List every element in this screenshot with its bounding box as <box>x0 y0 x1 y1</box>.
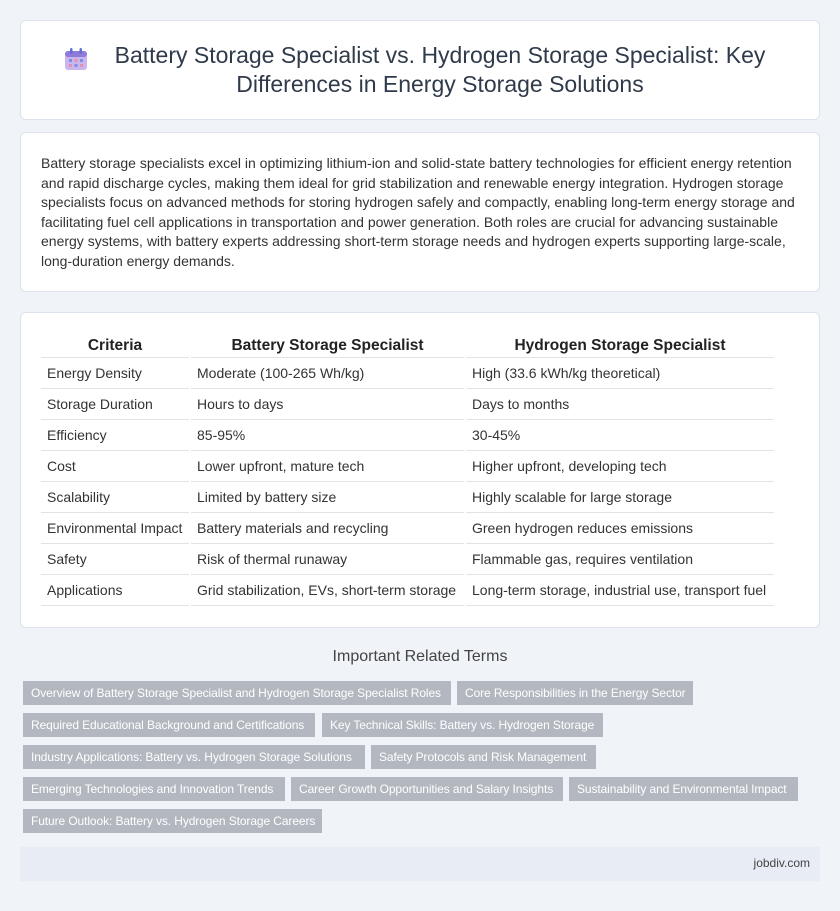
related-term-tag[interactable]: Overview of Battery Storage Specialist and Hydrogen Storage Specialist Roles <box>23 681 451 705</box>
criteria-cell: Applications <box>41 575 190 606</box>
footer-site-link[interactable]: jobdiv.com <box>753 856 810 870</box>
battery-cell: Moderate (100-265 Wh/kg) <box>190 358 465 389</box>
table-row <box>41 451 774 482</box>
related-term-tag[interactable]: Career Growth Opportunities and Salary Insights <box>291 777 563 801</box>
related-terms-heading: Important Related Terms <box>332 648 508 665</box>
related-term-tag[interactable]: Safety Protocols and Risk Management <box>371 745 596 769</box>
table-row <box>41 513 774 544</box>
hydrogen-cell: Highly scalable for large storage <box>465 482 774 513</box>
comparison-table <box>41 335 774 606</box>
column-header: Hydrogen Storage Specialist <box>465 335 774 358</box>
hydrogen-cell: 30-45% <box>465 420 774 451</box>
battery-cell: Limited by battery size <box>190 482 465 513</box>
intro-paragraph: Battery storage specialists excel in optimizing lithium-ion and solid-state battery technologies for efficient energy retention and rapid discharge cycles, making them ideal for grid stabilization and renewable energy integration. Hydrogen storage specialists focus on advanced methods for storing hydrogen safely and compactly, enabling long-term energy storage and facilitating fuel cell applications in transportation and power generation. Both roles are crucial for advancing sustainable energy systems, with battery experts addressing short-term storage needs and hydrogen experts supporting large-scale, long-duration energy demands. <box>41 155 795 269</box>
related-term-tag[interactable]: Key Technical Skills: Battery vs. Hydrogen Storage <box>322 713 603 737</box>
criteria-cell: Storage Duration <box>41 389 190 420</box>
intro-card <box>20 132 820 292</box>
table-row <box>41 420 774 451</box>
criteria-cell: Environmental Impact <box>41 513 190 544</box>
hydrogen-cell: High (33.6 kWh/kg theoretical) <box>465 358 774 389</box>
criteria-cell: Efficiency <box>41 420 190 451</box>
comparison-card <box>20 312 820 628</box>
criteria-cell: Safety <box>41 544 190 575</box>
related-term-tag[interactable]: Core Responsibilities in the Energy Sector <box>457 681 693 705</box>
table-header-row <box>41 335 774 358</box>
hydrogen-cell: Long-term storage, industrial use, transport fuel <box>465 575 774 606</box>
table-row <box>41 358 774 389</box>
related-term-tag[interactable]: Future Outlook: Battery vs. Hydrogen Storage Careers <box>23 809 322 833</box>
battery-cell: 85-95% <box>190 420 465 451</box>
related-term-tag[interactable]: Emerging Technologies and Innovation Trends <box>23 777 285 801</box>
battery-cell: Risk of thermal runaway <box>190 544 465 575</box>
hydrogen-cell: Higher upfront, developing tech <box>465 451 774 482</box>
table-row <box>41 575 774 606</box>
table-row <box>41 544 774 575</box>
hydrogen-cell: Days to months <box>465 389 774 420</box>
column-header: Battery Storage Specialist <box>190 335 465 358</box>
battery-cell: Hours to days <box>190 389 465 420</box>
table-row <box>41 389 774 420</box>
criteria-cell: Scalability <box>41 482 190 513</box>
hydrogen-cell: Flammable gas, requires ventilation <box>465 544 774 575</box>
criteria-cell: Cost <box>41 451 190 482</box>
page-title: Battery Storage Specialist vs. Hydrogen Storage Specialist: Key Differences in Energy Storage Solutions <box>114 42 766 97</box>
table-row <box>41 482 774 513</box>
related-term-tag[interactable]: Sustainability and Environmental Impact <box>569 777 798 801</box>
battery-cell: Lower upfront, mature tech <box>190 451 465 482</box>
header-card <box>20 20 820 120</box>
battery-cell: Battery materials and recycling <box>190 513 465 544</box>
footer <box>20 847 820 881</box>
criteria-cell: Energy Density <box>41 358 190 389</box>
hydrogen-cell: Green hydrogen reduces emissions <box>465 513 774 544</box>
battery-cell: Grid stabilization, EVs, short-term storage <box>190 575 465 606</box>
related-term-tag[interactable]: Required Educational Background and Certifications <box>23 713 315 737</box>
column-header: Criteria <box>41 335 190 358</box>
related-term-tag[interactable]: Industry Applications: Battery vs. Hydrogen Storage Solutions <box>23 745 365 769</box>
